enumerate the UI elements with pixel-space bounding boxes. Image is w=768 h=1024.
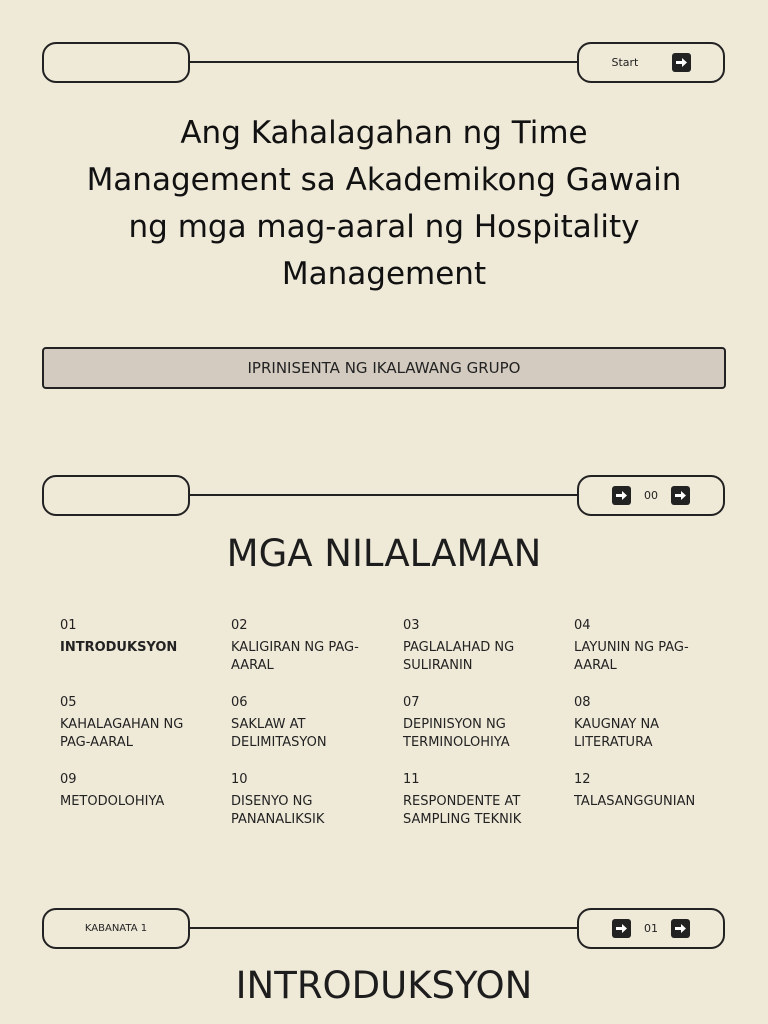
toc-item[interactable] — [231, 771, 381, 829]
slide3-nav-pill — [577, 908, 725, 949]
toc-item[interactable] — [231, 617, 381, 675]
chapter-heading: INTRODUKSYON — [235, 964, 533, 1007]
toc-item[interactable] — [60, 694, 210, 752]
slide2-left-pill — [42, 475, 190, 516]
toc-item-number: 08 — [574, 695, 591, 710]
start-label: Start — [611, 56, 639, 69]
toc-item[interactable] — [231, 694, 381, 752]
toc-item-label: KAUGNAY NA LITERATURA — [574, 717, 660, 750]
toc-item-number: 09 — [60, 772, 77, 787]
toc-item[interactable] — [60, 617, 210, 657]
toc-item-number: 03 — [403, 618, 420, 633]
slide2-header-rail — [190, 494, 578, 496]
prev-arrow-icon[interactable] — [612, 486, 631, 505]
toc-item[interactable] — [403, 617, 553, 675]
toc-item-label: DEPINISYON NG TERMINOLOHIYA — [403, 717, 510, 750]
chapter-label: KABANATA 1 — [84, 923, 148, 934]
toc-item-number: 12 — [574, 772, 591, 787]
toc-item-label: DISENYO NG PANANALIKSIK — [231, 794, 325, 827]
toc-item-label: KALIGIRAN NG PAG-AARAL — [231, 640, 359, 673]
start-button[interactable] — [577, 42, 725, 83]
slide1-header-rail — [190, 61, 578, 63]
toc-item-number: 06 — [231, 695, 248, 710]
toc-item[interactable] — [403, 771, 553, 829]
presenter-banner — [42, 347, 726, 389]
next-arrow-icon[interactable] — [671, 919, 690, 938]
chapter-pill — [42, 908, 190, 949]
toc-item-label: METODOLOHIYA — [60, 794, 165, 809]
presenter-text: IPRINISENTA NG IKALAWANG GRUPO — [247, 359, 521, 377]
toc-item-number: 04 — [574, 618, 591, 633]
toc-item-number: 11 — [403, 772, 420, 787]
toc-item-number: 01 — [60, 618, 77, 633]
toc-item[interactable] — [574, 617, 724, 675]
toc-item-label: TALASANGGUNIAN — [574, 794, 696, 809]
prev-arrow-icon[interactable] — [612, 919, 631, 938]
page-number: 01 — [644, 922, 658, 935]
toc-item-label: SAKLAW AT DELIMITASYON — [231, 717, 327, 750]
toc-item-label: RESPONDENTE AT SAMPLING TEKNIK — [403, 794, 522, 827]
toc-item-label: KAHALAGAHAN NG PAG-AARAL — [60, 717, 184, 750]
toc-item[interactable] — [574, 771, 724, 811]
toc-item-label: PAGLALAHAD NG SULIRANIN — [403, 640, 515, 673]
toc-item[interactable] — [60, 771, 210, 811]
slide2-nav-pill — [577, 475, 725, 516]
slide3-header-rail — [190, 927, 578, 929]
toc-heading: MGA NILALAMAN — [226, 532, 542, 575]
presentation-title: Ang Kahalagahan ng Time Management sa Akademikong Gawain ng mga mag-aaral ng Hospitality Management — [86, 115, 682, 292]
toc-item-number: 02 — [231, 618, 248, 633]
toc-item-number: 05 — [60, 695, 77, 710]
toc-item-number: 07 — [403, 695, 420, 710]
page-number: 00 — [644, 489, 658, 502]
next-arrow-icon[interactable] — [671, 486, 690, 505]
arrow-right-icon[interactable] — [672, 53, 691, 72]
toc-item-number: 10 — [231, 772, 248, 787]
toc-item[interactable] — [574, 694, 724, 752]
toc-item-label: INTRODUKSYON — [60, 640, 178, 655]
toc-item-label: LAYUNIN NG PAG-AARAL — [574, 640, 689, 673]
toc-item[interactable] — [403, 694, 553, 752]
slide1-left-pill — [42, 42, 190, 83]
